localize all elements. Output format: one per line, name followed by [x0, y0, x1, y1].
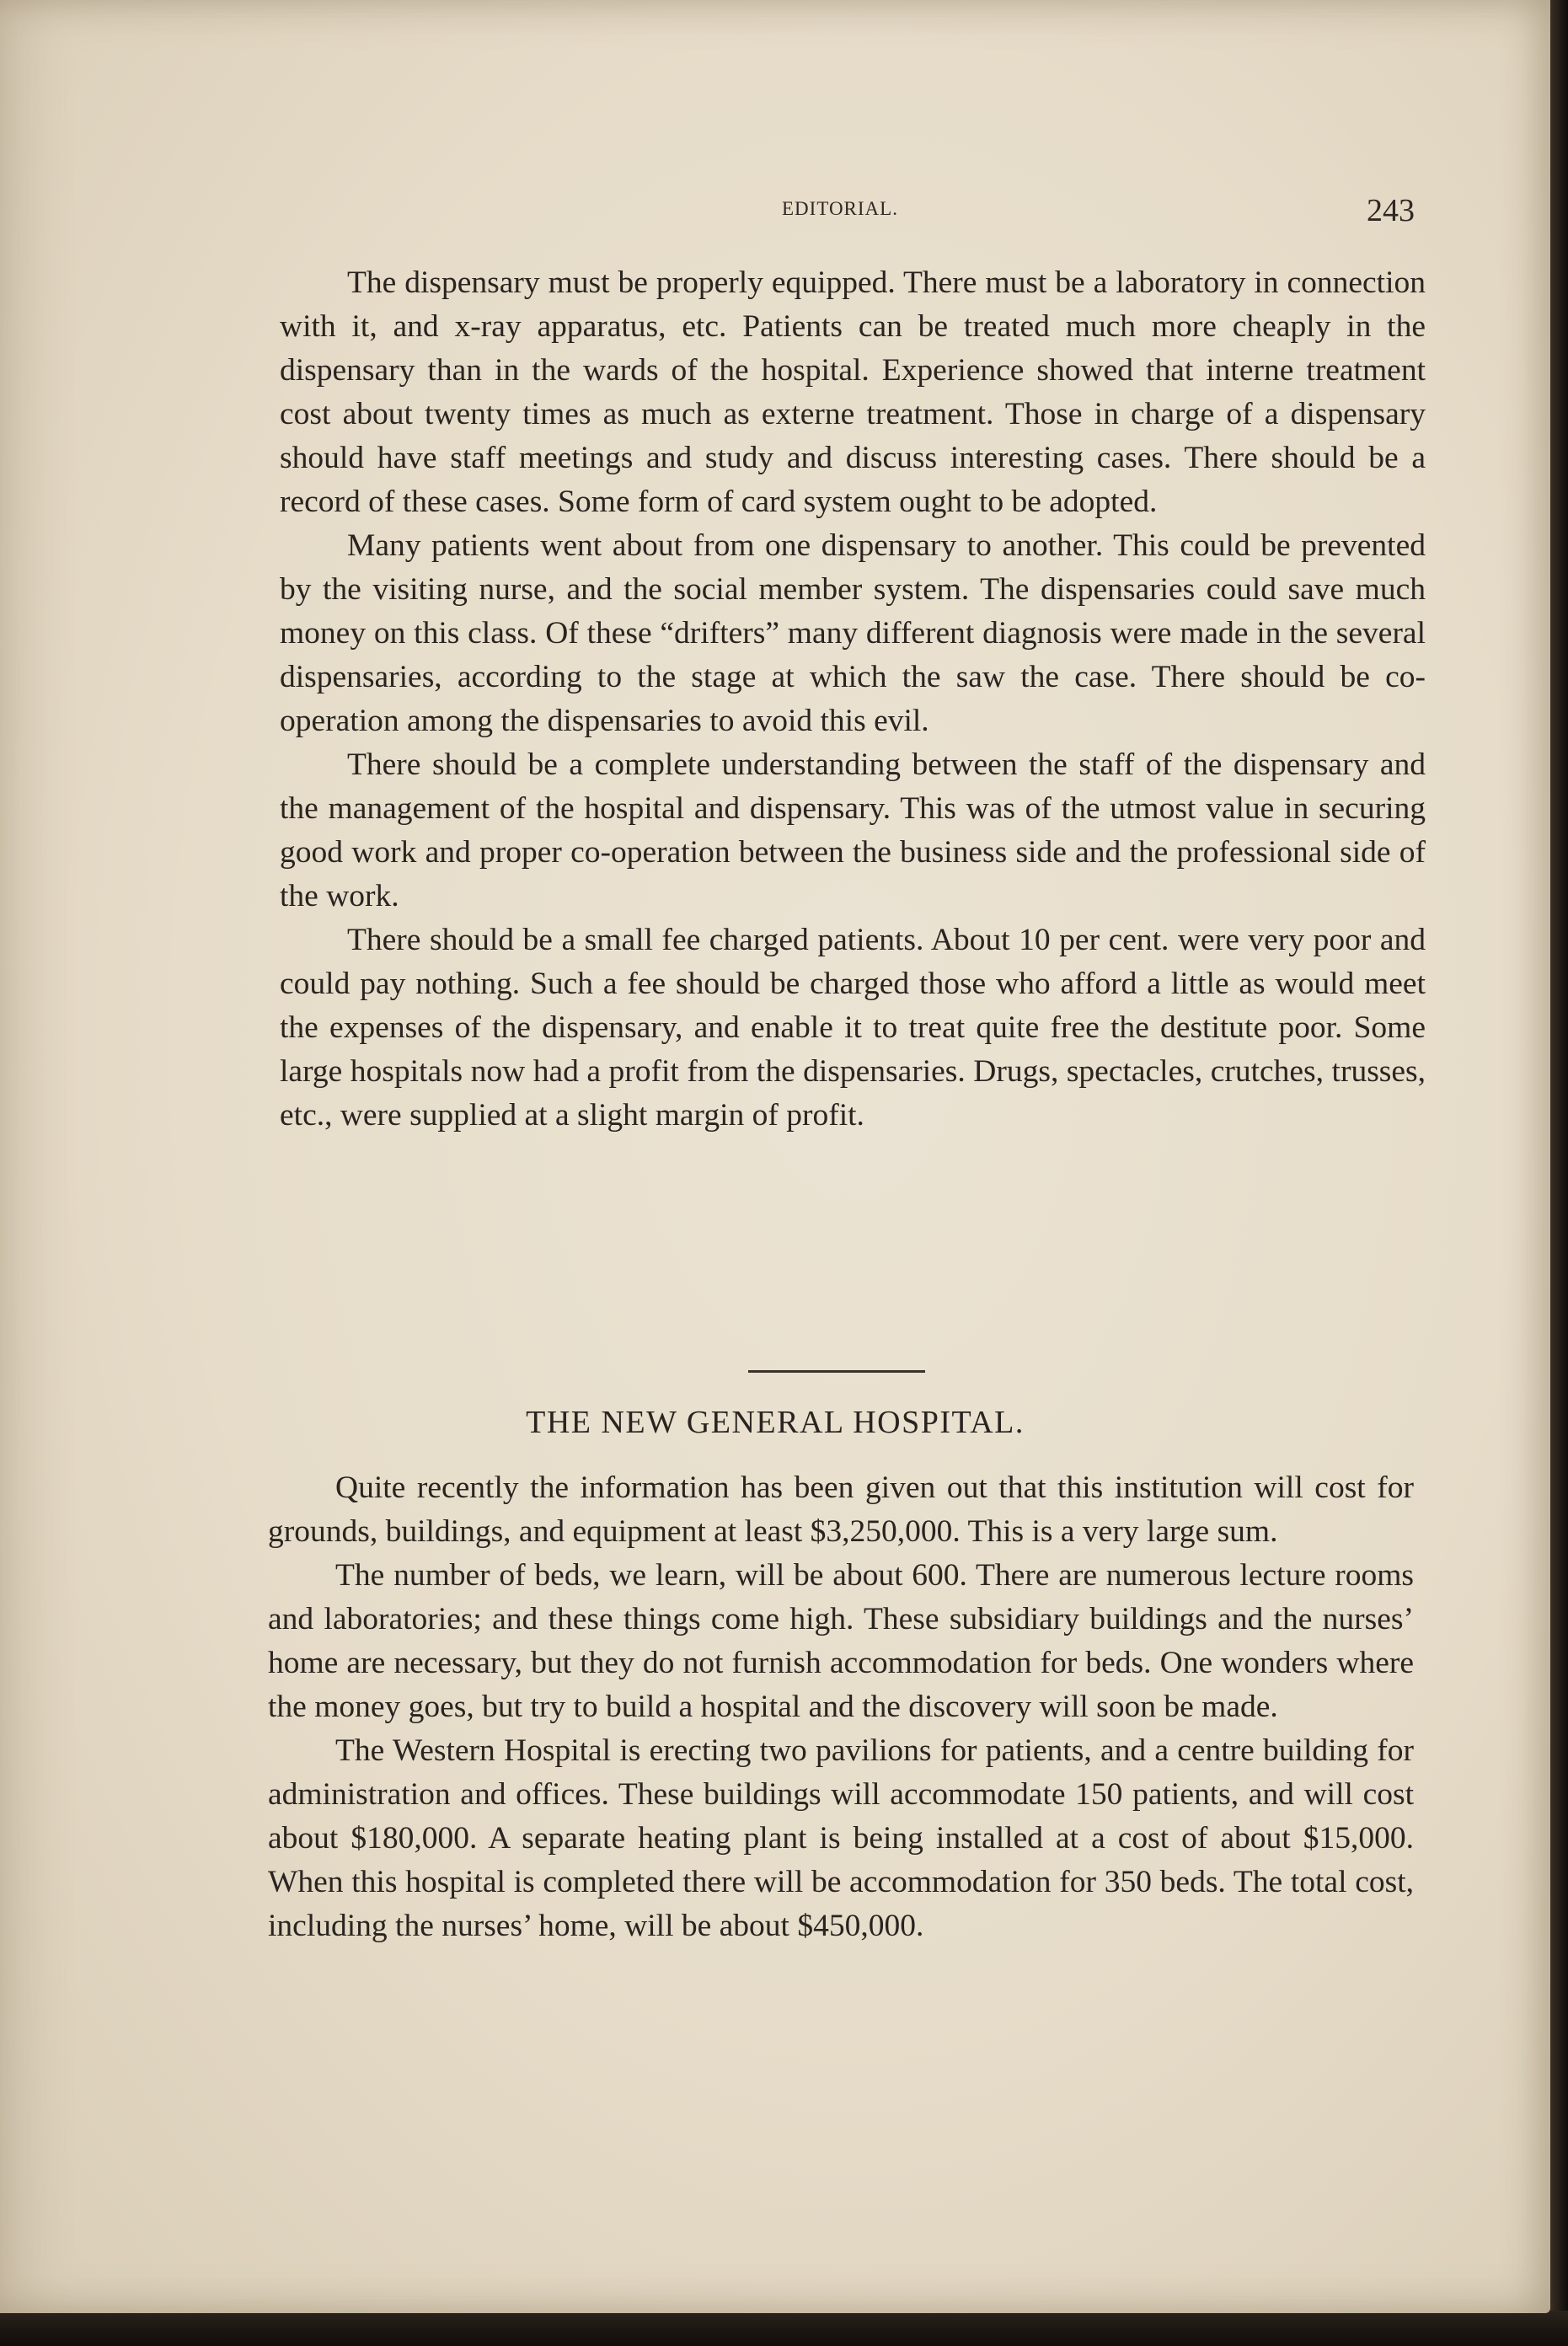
page-number: 243	[1367, 193, 1415, 228]
page-bottom-shadow	[0, 2311, 1568, 2346]
section-heading: THE NEW GENERAL HOSPITAL.	[526, 1405, 1025, 1440]
paragraph: The dispensary must be properly equipped. There must be a laboratory in connection with it, and x-ray apparatus, etc. Patients can be treated much more cheaply in the dispensary than in the wards of the hospital. Experience showed that interne treatment cost about twenty times as much as externe treatment. Those in charge of a dispensary should have staff meetings and study and discuss interesting cases. There should be a record of these cases. Some form of card system ought to be adopted.	[280, 265, 1426, 519]
paragraph: Many patients went about from one dispensary to another. This could be prevented by the visiting nurse, and the social member system. The dispensaries could save much money on this class. Of these “drifters” many different diagnosis were made in the several dispensaries, according to the stage at which the saw the case. There should be co-operation among the dispensaries to avoid this evil.	[280, 528, 1426, 738]
paragraph: The Western Hospital is erecting two pavilions for patients, and a centre building for administration and offices. These buildings will accommodate 150 patients, and will cost about $180,000. A separate heating plant is being installed at a cost of about $15,000. When this hospital is completed there will be accommodation for 350 beds. The total cost, including the nurses’ home, will be about $450,000.	[268, 1733, 1414, 1943]
paragraph: There should be a small fee charged patients. About 10 per cent. were very poor and could pay nothing. Such a fee should be charged those who afford a little as would meet the expenses of the dispensary, and enable it to treat quite free the destitute poor. Some large hospitals now had a profit from the dispensaries. Drugs, spectacles, crutches, trusses, etc., were supplied at a slight margin of profit.	[280, 923, 1426, 1133]
page-right-edge	[1550, 0, 1568, 2346]
running-head: EDITORIAL.	[782, 198, 898, 219]
hospital-text	[268, 1466, 1414, 1948]
section-divider	[748, 1370, 925, 1373]
paragraph: The number of beds, we learn, will be about 600. There are numerous lecture rooms and laboratories; and these things come high. These subsidiary buildings and the nurses’ home are necessary, but they do not furnish accommodation for beds. One wonders where the money goes, but try to build a hospital and the discovery will soon be made.	[268, 1558, 1414, 1724]
paragraph: Quite recently the information has been given out that this institution will cost for grounds, buildings, and equipment at least $3,250,000. This is a very large sum.	[268, 1470, 1414, 1549]
editorial-text	[280, 261, 1426, 1138]
paragraph: There should be a complete understanding between the staff of the dispensary and the management of the hospital and dispensary. This was of the utmost value in securing good work and proper co-operation between the business side and the professional side of the work.	[280, 747, 1426, 913]
